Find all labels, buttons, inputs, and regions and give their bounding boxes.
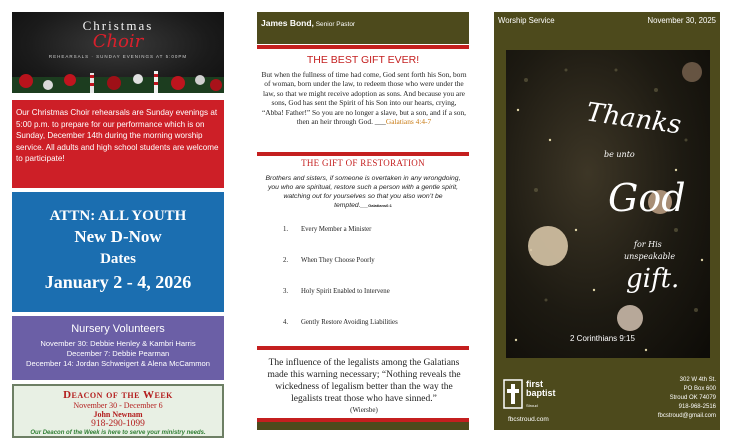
nursery-volunteers (12, 316, 224, 380)
divider (257, 45, 469, 49)
sermon-points (283, 226, 463, 350)
footer-bar (257, 422, 469, 430)
deacon-title: Deacon of the Week (63, 389, 173, 401)
pastor-role: Senior Pastor (313, 21, 356, 28)
pastor-name: James Bond, (261, 18, 314, 28)
cover-word-unspeakable: unspeakable (624, 252, 676, 261)
youth-dates: January 2 - 4, 2026 (44, 272, 192, 292)
banner-title-choir: Choir (92, 31, 144, 52)
point-text: Holy Spirit Enabled to Intervene (301, 288, 390, 295)
middle-column (257, 12, 469, 430)
logo-line-first: first (526, 379, 544, 389)
cover-word-for-his: for His (634, 240, 662, 249)
logo-text (526, 380, 556, 399)
banner-title-christmas: Christmas (82, 18, 154, 33)
youth-line-1: ATTN: ALL YOUTH (49, 208, 187, 224)
best-gift-text: But when the fullness of time had come, God sent forth his Son, born of woman, born under the law, to redeem those who were under the law, so that we might receive adoption as sons. And because you are sons, God has sent the Spirit of his Son into our hearts, crying, “Abba! Father!” So you are no longer a slave, but a son, and if a son, then an heir through God. ___ (261, 70, 467, 126)
youth-line-2: New D-Now (74, 227, 162, 246)
church-address (658, 376, 716, 421)
divider (257, 152, 469, 156)
service-label: Worship Service (498, 16, 555, 25)
youth-announcement (12, 192, 224, 312)
left-column (12, 12, 224, 436)
point-number: 1. (283, 226, 289, 233)
quote-source: (Wiersbe) (350, 405, 378, 414)
nursery-line: November 30: Debbie Henley & Kambri Harris (40, 339, 196, 349)
quote-text: The influence of the legalists among the Galatians made this warning necessary; “Nothing reveals the wickedness of legalism better than the way the legalists treat those who have sinned.” (267, 358, 461, 404)
restoration-scripture (263, 174, 463, 210)
deacon-dates: November 30 - December 6 (73, 401, 163, 410)
banner-subtitle: REHEARSALS · SUNDAY EVENINGS AT 5:00PM (48, 54, 188, 59)
deacon-name: John Newnam (93, 410, 143, 419)
cross-logo-icon (502, 378, 524, 410)
cover-scripture-ref: 2 Corinthians 9:15 (570, 334, 635, 343)
restoration-ref: Galatians6:1 (368, 203, 392, 209)
point-text: Gently Restore Avoiding Liabilities (301, 319, 398, 326)
address-line: PO Box 600 (683, 386, 716, 392)
church-website: fbcstroud.com (508, 416, 549, 423)
deacon-phone: 918-290-1099 (91, 419, 145, 429)
youth-line-3: Dates (100, 251, 136, 267)
point-number: 2. (283, 257, 289, 264)
cover-word-gift: gift. (626, 264, 680, 294)
wiersbe-quote (261, 358, 467, 414)
divider (257, 346, 469, 350)
list-item (283, 288, 463, 319)
christmas-choir-banner (12, 12, 224, 93)
address-line: 302 W 4th St. (679, 377, 716, 383)
deacon-note: Our Deacon of the Week is here to serve your ministry needs. (30, 430, 206, 436)
point-text: Every Member a Minister (301, 226, 372, 233)
cover-word-be-unto: be unto (604, 150, 635, 159)
best-gift-ref: Galatians 4:4-7 (385, 116, 432, 126)
restoration-title: THE GIFT OF RESTORATION (301, 158, 425, 168)
cover-image (506, 50, 710, 358)
restoration-text: Brothers and sisters, if someone is overtaken in any wrongdoing, you who are spiritual, restore such a person with a gentle spirit, watching out for yourselves so that you also won’t be tempted.__ (265, 175, 461, 210)
choir-announcement: Our Christmas Choir rehearsals are Sunday evenings at 5:00 p.m. to prepare for our performance which is on Sunday, December 14th during the morning worship service. All adults and high school students are welcome to participate! (12, 100, 224, 188)
pastor-header (257, 12, 469, 44)
point-text: When They Choose Poorly (301, 257, 375, 264)
christmas-ornaments-icon (12, 65, 224, 93)
nursery-line: December 14: Jordan Schweigert & Alena McCammon (25, 359, 211, 369)
address-line: Stroud OK 74079 (669, 395, 716, 401)
logo-line-baptist: baptist (526, 388, 556, 399)
address-phone: 918-968-2516 (678, 404, 716, 410)
nursery-title: Nursery Volunteers (71, 323, 165, 335)
list-item (283, 257, 463, 288)
deacon-of-the-week (12, 384, 224, 438)
point-number: 4. (283, 319, 289, 326)
church-logo (502, 378, 578, 414)
nursery-line: December 7: Debbie Pearman (66, 349, 170, 359)
cover-word-god: God (608, 176, 686, 220)
point-number: 3. (283, 288, 289, 295)
best-gift-scripture (261, 70, 467, 126)
address-email: fbcstroud@gmail.com (657, 413, 716, 419)
cover-word-thanks: Thanks (584, 97, 684, 141)
best-gift-title: THE BEST GIFT EVER! (306, 54, 420, 66)
right-column (494, 12, 720, 430)
service-date: November 30, 2025 (647, 16, 716, 25)
list-item (283, 226, 463, 257)
logo-sub: Stroud (526, 403, 538, 408)
